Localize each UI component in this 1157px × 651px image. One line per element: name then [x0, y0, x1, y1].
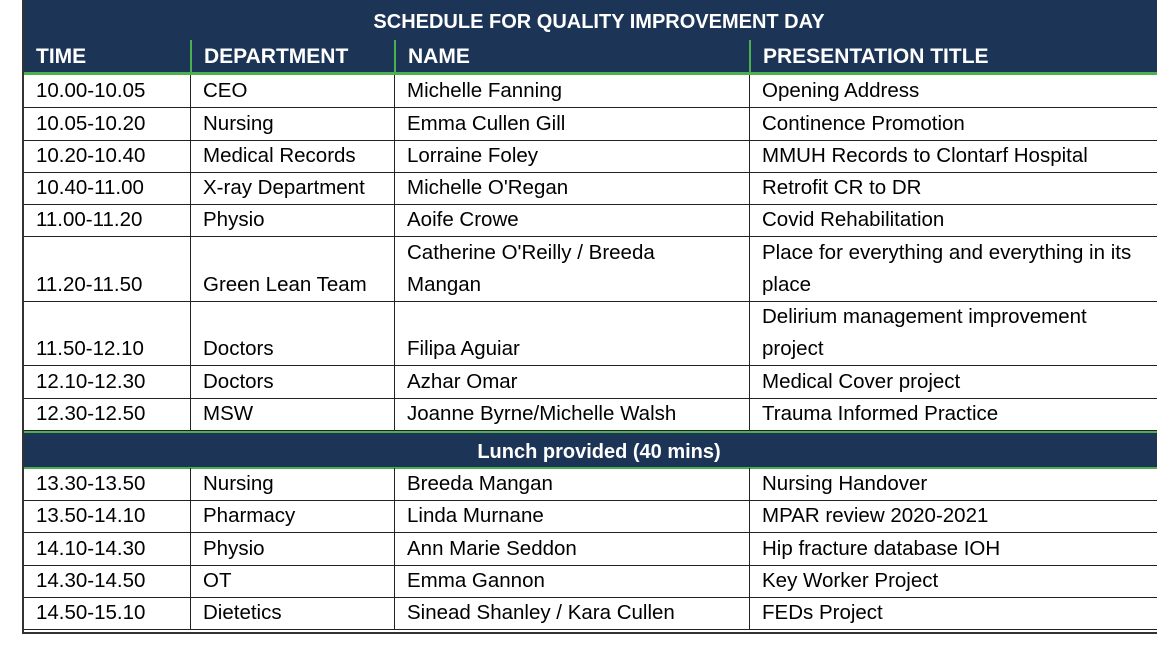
- table-row: [24, 140, 1157, 173]
- cell-time-text: 10.05-10.20: [36, 111, 146, 135]
- cell-department-text: Nursing: [203, 111, 274, 135]
- cell-time: [24, 172, 190, 204]
- cell-presentation-title-line: Nursing Handover: [762, 472, 928, 496]
- cell-time: [24, 365, 190, 397]
- cell-time: [24, 533, 190, 565]
- cell-time: [24, 565, 190, 597]
- cell-presentation-title: [749, 533, 1157, 565]
- cell-department: [190, 468, 394, 500]
- table-row: [24, 75, 1157, 108]
- cell-time-text: 13.50-14.10: [36, 504, 146, 528]
- cell-department-text: Medical Records: [203, 143, 356, 167]
- table-row: [24, 172, 1157, 205]
- cell-name-line: Ann Marie Seddon: [407, 536, 577, 560]
- cell-department-text: Doctors: [203, 337, 274, 361]
- cell-department-text: Nursing: [203, 472, 274, 496]
- cell-department: [190, 204, 394, 236]
- cell-name-line: Azhar Omar: [407, 369, 518, 393]
- cell-department-text: Physio: [203, 208, 265, 232]
- cell-name: [394, 107, 749, 139]
- column-header-department: DEPARTMENT: [190, 40, 394, 72]
- cell-department-text: OT: [203, 569, 232, 593]
- cell-time-text: 12.30-12.50: [36, 401, 146, 425]
- cell-time: [24, 468, 190, 500]
- cell-department-text: Pharmacy: [203, 504, 296, 528]
- table-row: [24, 398, 1157, 431]
- column-header-presentation-title: PRESENTATION TITLE: [749, 40, 1157, 72]
- cell-time-text: 13.30-13.50: [36, 472, 146, 496]
- cell-presentation-title-line: project: [762, 337, 824, 361]
- table-row: [24, 365, 1157, 398]
- cell-presentation-title-line: FEDs Project: [762, 601, 883, 625]
- table-row: [24, 500, 1157, 533]
- cell-presentation-title: [749, 140, 1157, 172]
- cell-name-line: Mangan: [407, 272, 482, 296]
- lunch-banner: Lunch provided (40 mins): [24, 431, 1157, 469]
- cell-presentation-title: [749, 301, 1157, 365]
- cell-presentation-title: [749, 398, 1157, 430]
- cell-department: [190, 237, 394, 301]
- cell-presentation-title-line: place: [762, 272, 812, 296]
- cell-presentation-title: [749, 172, 1157, 204]
- table-title: SCHEDULE FOR QUALITY IMPROVEMENT DAY: [24, 0, 1157, 42]
- cell-name: [394, 237, 749, 301]
- cell-time: [24, 237, 190, 301]
- table-row: [24, 565, 1157, 598]
- table-row: [24, 204, 1157, 237]
- cell-presentation-title-line: Hip fracture database IOH: [762, 536, 1001, 560]
- cell-presentation-title: [749, 365, 1157, 397]
- cell-presentation-title: [749, 597, 1157, 629]
- cell-presentation-title-line: Medical Cover project: [762, 369, 961, 393]
- cell-time-text: 14.50-15.10: [36, 601, 146, 625]
- table-row: [24, 597, 1157, 630]
- cell-time-text: 11.00-11.20: [36, 208, 143, 232]
- cell-presentation-title: [749, 107, 1157, 139]
- cell-time-text: 10.00-10.05: [36, 79, 146, 103]
- cell-time: [24, 500, 190, 532]
- cell-presentation-title-line: MMUH Records to Clontarf Hospital: [762, 143, 1088, 167]
- cell-department-text: X-ray Department: [203, 176, 365, 200]
- cell-presentation-title: [749, 237, 1157, 301]
- schedule-table: [22, 0, 1157, 634]
- cell-department: [190, 365, 394, 397]
- cell-presentation-title: [749, 468, 1157, 500]
- cell-presentation-title-line: Place for everything and everything in its: [762, 240, 1132, 264]
- cell-time-text: 14.10-14.30: [36, 536, 146, 560]
- cell-name: [394, 533, 749, 565]
- cell-department-text: Green Lean Team: [203, 272, 367, 296]
- cell-name-line: Joanne Byrne/Michelle Walsh: [407, 401, 677, 425]
- cell-department-text: Doctors: [203, 369, 274, 393]
- cell-department-text: CEO: [203, 79, 248, 103]
- cell-presentation-title-line: MPAR review 2020-2021: [762, 504, 989, 528]
- cell-time-text: 14.30-14.50: [36, 569, 146, 593]
- cell-name: [394, 172, 749, 204]
- cell-name-line: Breeda Mangan: [407, 472, 553, 496]
- cell-time: [24, 597, 190, 629]
- column-header-time: TIME: [36, 45, 87, 68]
- cell-department: [190, 75, 394, 107]
- column-header-name: NAME: [394, 40, 749, 72]
- cell-name: [394, 597, 749, 629]
- cell-department-text: Physio: [203, 536, 265, 560]
- cell-presentation-title: [749, 565, 1157, 597]
- cell-presentation-title-line: Trauma Informed Practice: [762, 401, 999, 425]
- cell-name: [394, 75, 749, 107]
- cell-name: [394, 468, 749, 500]
- table-row: [24, 533, 1157, 566]
- cell-presentation-title-line: Delirium management improvement: [762, 305, 1087, 329]
- cell-presentation-title-line: Retrofit CR to DR: [762, 176, 922, 200]
- cell-department: [190, 565, 394, 597]
- cell-time: [24, 140, 190, 172]
- cell-name-line: Linda Murnane: [407, 504, 544, 528]
- cell-department: [190, 500, 394, 532]
- cell-name-line: Michelle Fanning: [407, 79, 562, 103]
- cell-department: [190, 301, 394, 365]
- cell-department: [190, 140, 394, 172]
- column-header-row: [24, 40, 1157, 75]
- cell-name: [394, 365, 749, 397]
- cell-time: [24, 398, 190, 430]
- cell-presentation-title-line: Continence Promotion: [762, 111, 965, 135]
- cell-name-line: Aoife Crowe: [407, 208, 519, 232]
- cell-name-line: Lorraine Foley: [407, 143, 539, 167]
- cell-presentation-title: [749, 500, 1157, 532]
- cell-department: [190, 533, 394, 565]
- cell-presentation-title-line: Key Worker Project: [762, 569, 939, 593]
- cell-department: [190, 172, 394, 204]
- cell-presentation-title-line: Opening Address: [762, 79, 920, 103]
- cell-name: [394, 301, 749, 365]
- cell-name: [394, 398, 749, 430]
- cell-name-line: Emma Gannon: [407, 569, 545, 593]
- cell-name: [394, 500, 749, 532]
- cell-time-text: 10.20-10.40: [36, 143, 146, 167]
- cell-department-text: Dietetics: [203, 601, 282, 625]
- cell-name-line: Catherine O'Reilly / Breeda: [407, 240, 655, 264]
- cell-department: [190, 107, 394, 139]
- cell-name-line: Emma Cullen Gill: [407, 111, 566, 135]
- cell-time-text: 10.40-11.00: [36, 176, 144, 200]
- cell-presentation-title: [749, 204, 1157, 236]
- cell-name-line: Filipa Aguiar: [407, 337, 520, 361]
- cell-time-text: 12.10-12.30: [36, 369, 146, 393]
- table-row: [24, 468, 1157, 501]
- cell-time: [24, 301, 190, 365]
- cell-name-line: Sinead Shanley / Kara Cullen: [407, 601, 675, 625]
- cell-time: [24, 75, 190, 107]
- cell-presentation-title: [749, 75, 1157, 107]
- cell-department: [190, 398, 394, 430]
- cell-time: [24, 107, 190, 139]
- cell-time-text: 11.20-11.50: [36, 272, 143, 296]
- cell-time-text: 11.50-12.10: [36, 337, 144, 361]
- cell-name: [394, 140, 749, 172]
- cell-presentation-title-line: Covid Rehabilitation: [762, 208, 945, 232]
- cell-department: [190, 597, 394, 629]
- table-row: [24, 301, 1157, 366]
- cell-name: [394, 565, 749, 597]
- cell-name-line: Michelle O'Regan: [407, 176, 569, 200]
- table-row: [24, 107, 1157, 140]
- cell-department-text: MSW: [203, 401, 254, 425]
- cell-time: [24, 204, 190, 236]
- table-row: [24, 237, 1157, 302]
- cell-name: [394, 204, 749, 236]
